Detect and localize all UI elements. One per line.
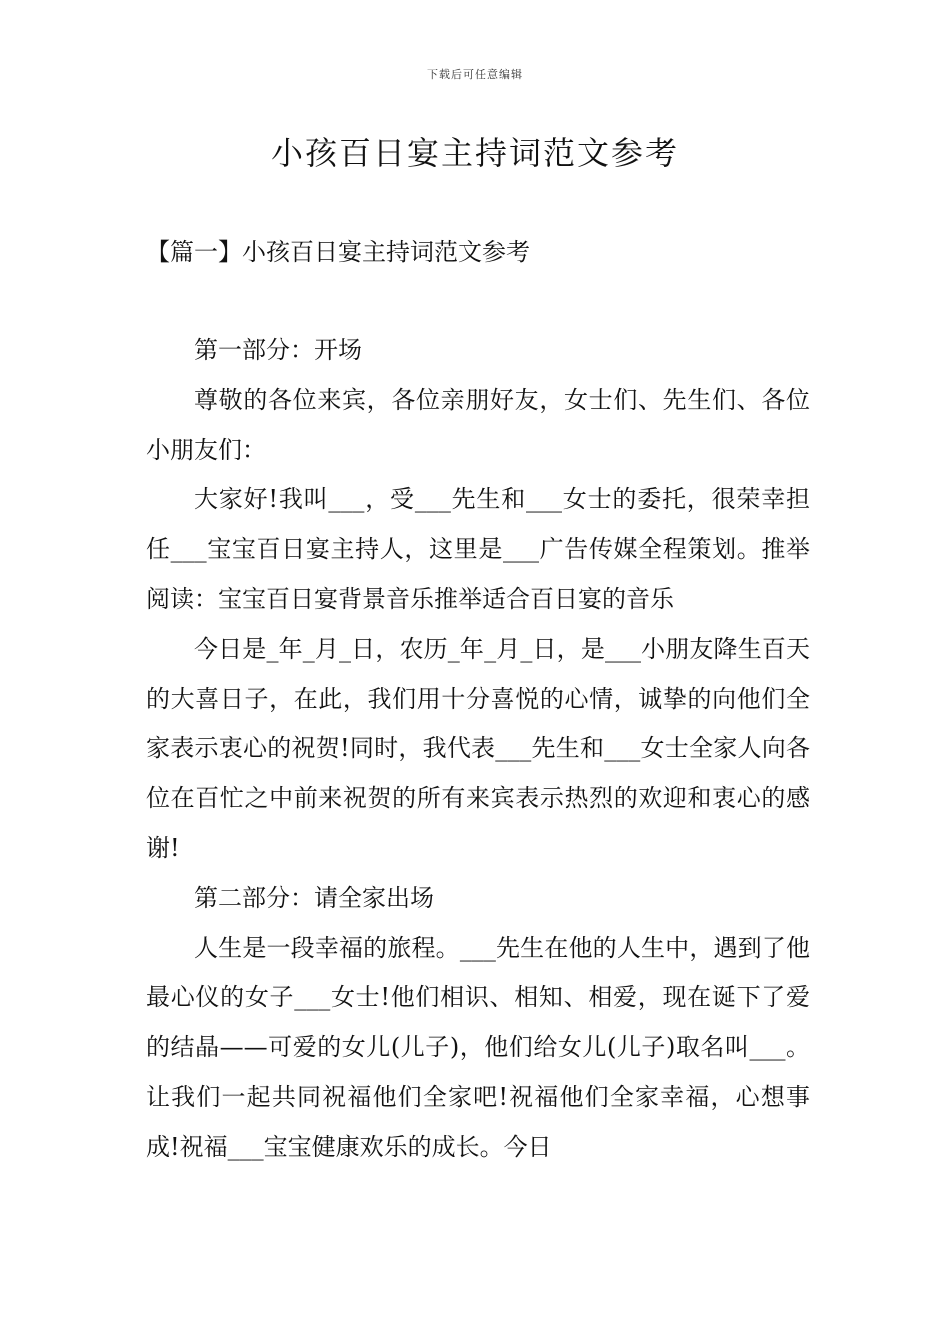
paragraph-occasion: 今日是_年_月_日，农历_年_月_日，是___小朋友降生百天的大喜日子，在此，我们用十分喜悦的心情，诚挚的向他们全家表示衷心的祝贺!同时，我代表___先生和___女士全家人向各位在百忙之中前来祝贺的所有来宾表示热烈的欢迎和衷心的感谢! [146, 634, 810, 862]
paragraph-family-story: 人生是一段幸福的旅程。___先生在他的人生中，遇到了他最心仪的女子___女士!他们相识、相知、相爱，现在诞下了爱的结晶——可爱的女儿(儿子)，他们给女儿(儿子)取名叫___。让我们一起共同祝福他们全家吧!祝福他们全家幸福，心想事成!祝福___宝宝健康欢乐的成长。今日 [146, 933, 810, 1161]
paragraph-part-one-heading: 第一部分：开场 [194, 336, 362, 364]
section-heading: 【篇一】小孩百日宴主持词范文参考 [146, 238, 530, 266]
paragraph-introduction: 大家好!我叫___，受___先生和___女士的委托，很荣幸担任___宝宝百日宴主持人，这里是___广告传媒全程策划。推举阅读：宝宝百日宴背景音乐推举适合百日宴的音乐 [146, 485, 810, 613]
paragraph-part-two-heading: 第二部分：请全家出场 [194, 883, 434, 912]
body-text [146, 326, 810, 1173]
header-note: 下载后可任意编辑 [427, 68, 523, 81]
paragraph-greeting: 尊敬的各位来宾，各位亲朋好友，女士们、先生们、各位小朋友们： [146, 385, 810, 464]
document-title: 小孩百日宴主持词范文参考 [270, 134, 679, 172]
